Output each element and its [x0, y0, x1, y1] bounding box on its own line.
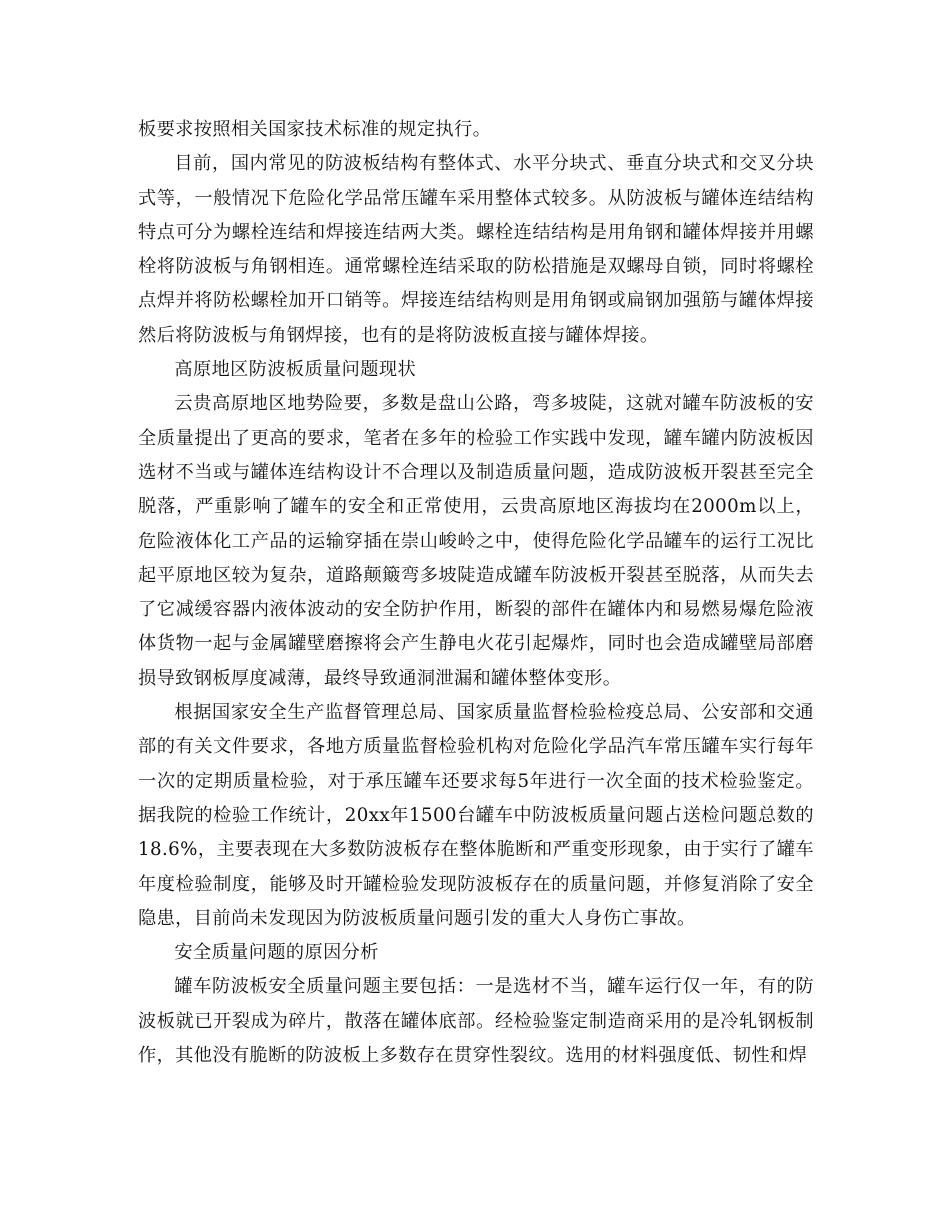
section-heading-cause-analysis: 安全质量问题的原因分析 — [174, 942, 379, 964]
paragraph-inspection-regulations: 根据国家安全生产监督管理总局、国家质量监督检验检疫总局、公安部和交通部的有关文件要求，各地方质量监督检验机构对危险化学品汽车常压罐车实行每年一次的定期质量检验，对于承压罐车还要求每5年进行一次全面的技术检验鉴定。据我院的检验工作统计，20xx年1500台罐车中防波板质量问题占送检问题总数的18.6%，主要表现在大多数防波板存在整体脆断和严重变形现象，由于实行了罐车年度检验制度，能够及时开罐检验发现防波板存在的质量问题，并修复消除了安全隐患，目前尚未发现因为防波板质量问题引发的重大人身伤亡事故。 — [138, 702, 814, 929]
paragraph-plateau-conditions: 云贵高原地区地势险要，多数是盘山公路，弯多坡陡，这就对罐车防波板的安全质量提出了更高的要求，笔者在多年的检验工作实践中发现，罐车罐内防波板因选材不当或与罐体连结构设计不合理以及制造质量问题，造成防波板开裂甚至完全脱落，严重影响了罐车的安全和正常使用，云贵高原地区海拔均在2000m以上，危险液体化工产品的运输穿插在崇山峻岭之中，使得危险化学品罐车的运行工况比起平原地区较为复杂，道路颠簸弯多坡陡造成罐车防波板开裂甚至脱落，从而失去了它减缓容器内液体波动的安全防护作用，断裂的部件在罐体内和易燃易爆危险液体货物一起与金属罐壁磨擦将会产生静电火花引起爆炸，同时也会造成罐壁局部磨损导致钢板厚度减薄，最终导致通洞泄漏和罐体整体变形。 — [138, 393, 814, 689]
section-heading-plateau-status: 高原地区防波板质量问题现状 — [174, 359, 417, 381]
paragraph-continuation: 板要求按照相关国家技术标准的规定执行。 — [138, 119, 492, 140]
paragraph-baffle-structures: 目前，国内常见的防波板结构有整体式、水平分块式、垂直分块式和交叉分块式等，一般情况下危险化学品常压罐车采用整体式较多。从防波板与罐体连结结构特点可分为螺栓连结和焊接连结两大类。螺栓连结结构是用角钢和罐体焊接并用螺栓将防波板与角钢相连。通常螺栓连结采取的防松措施是双螺母自锁，同时将螺栓点焊并将防松螺栓加开口销等。焊接连结结构则是用角钢或扁钢加强筋与罐体焊接然后将防波板与角钢焊接，也有的是将防波板直接与罐体焊接。 — [138, 153, 814, 346]
document-page — [138, 113, 814, 1073]
paragraph-quality-problems: 罐车防波板安全质量问题主要包括：一是选材不当，罐车运行仅一年，有的防波板就已开裂成为碎片，散落在罐体底部。经检验鉴定制造商采用的是冷轧钢板制作，其他没有脆断的防波板上多数存在贯穿性裂纹。选用的材料强度低、韧性和焊 — [138, 976, 814, 1067]
